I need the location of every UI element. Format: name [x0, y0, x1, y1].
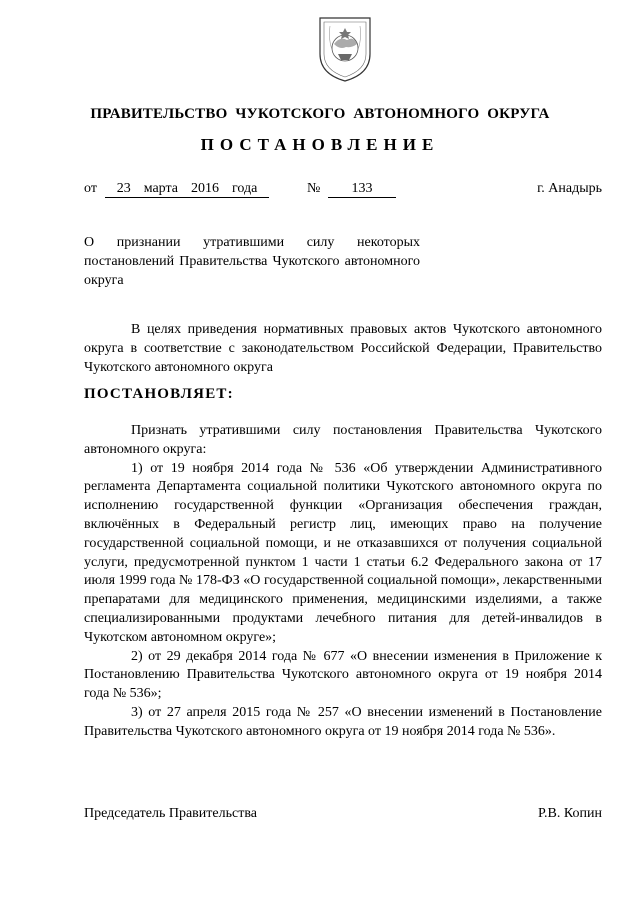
- signatory-name: Р.В. Копин: [538, 806, 602, 821]
- list-item: 3) от 27 апреля 2015 года № 257 «О внесении изменений в Постановление Правительства Чукотского автономного округа от 19 ноября 2014 года № 536».: [84, 704, 602, 739]
- document-date: 23 марта 2016 года: [105, 181, 269, 198]
- city: г. Анадырь: [537, 181, 602, 196]
- resolution-body: [84, 422, 602, 742]
- government-title: ПРАВИТЕЛЬСТВО ЧУКОТСКОГО АВТОНОМНОГО ОКРУГА: [90, 106, 550, 122]
- dateline: [0, 181, 640, 203]
- signature-block: [84, 806, 602, 826]
- resolution-intro: Признать утратившими силу постановления Правительства Чукотского автономного округа:: [84, 423, 602, 457]
- signatory-title: Председатель Правительства: [84, 806, 257, 821]
- preamble-paragraph: В целях приведения нормативных правовых актов Чукотского автономного округа в соответствие с законодательством Российской Федерации, Правительство Чукотского автономного округа: [84, 322, 602, 375]
- resolves-heading: ПОСТАНОВЛЯЕТ:: [84, 386, 234, 402]
- list-item: 2) от 29 декабря 2014 года № 677 «О внесении изменения в Приложение к Постановлению Правительства Чукотского автономного округа от 19 ноября 2014 года № 536»;: [84, 648, 602, 702]
- date-from-label: от: [84, 181, 97, 196]
- document-type-heading: ПОСТАНОВЛЕНИЕ: [200, 135, 440, 154]
- document-number: 133: [328, 181, 396, 198]
- number-label: №: [307, 181, 321, 196]
- document-subject: О признании утратившими силу некоторых постановлений Правительства Чукотского автономного округа: [84, 235, 420, 288]
- coat-of-arms-emblem: [316, 14, 374, 84]
- list-item: 1) от 19 ноября 2014 года № 536 «Об утверждении Административного регламента Департамента социальной политики Чукотского автономного округа по исполнению государственной функции «Организация обеспечения граждан, включённых в Федеральный регистр лиц, имеющих право на получение государственной социальной помощи, и не отказавшихся от получения социальной услуги, предусмотренной пунктом 1 части 1 статьи 6.2 Федерального закона от 17 июля 1999 года № 178-ФЗ «О государственной социальной помощи», лекарственными препаратами для медицинского применения, медицинскими изделиями, а также специализированными продуктами лечебного питания для детей-инвалидов в Чукотском автономном округе»;: [84, 460, 602, 645]
